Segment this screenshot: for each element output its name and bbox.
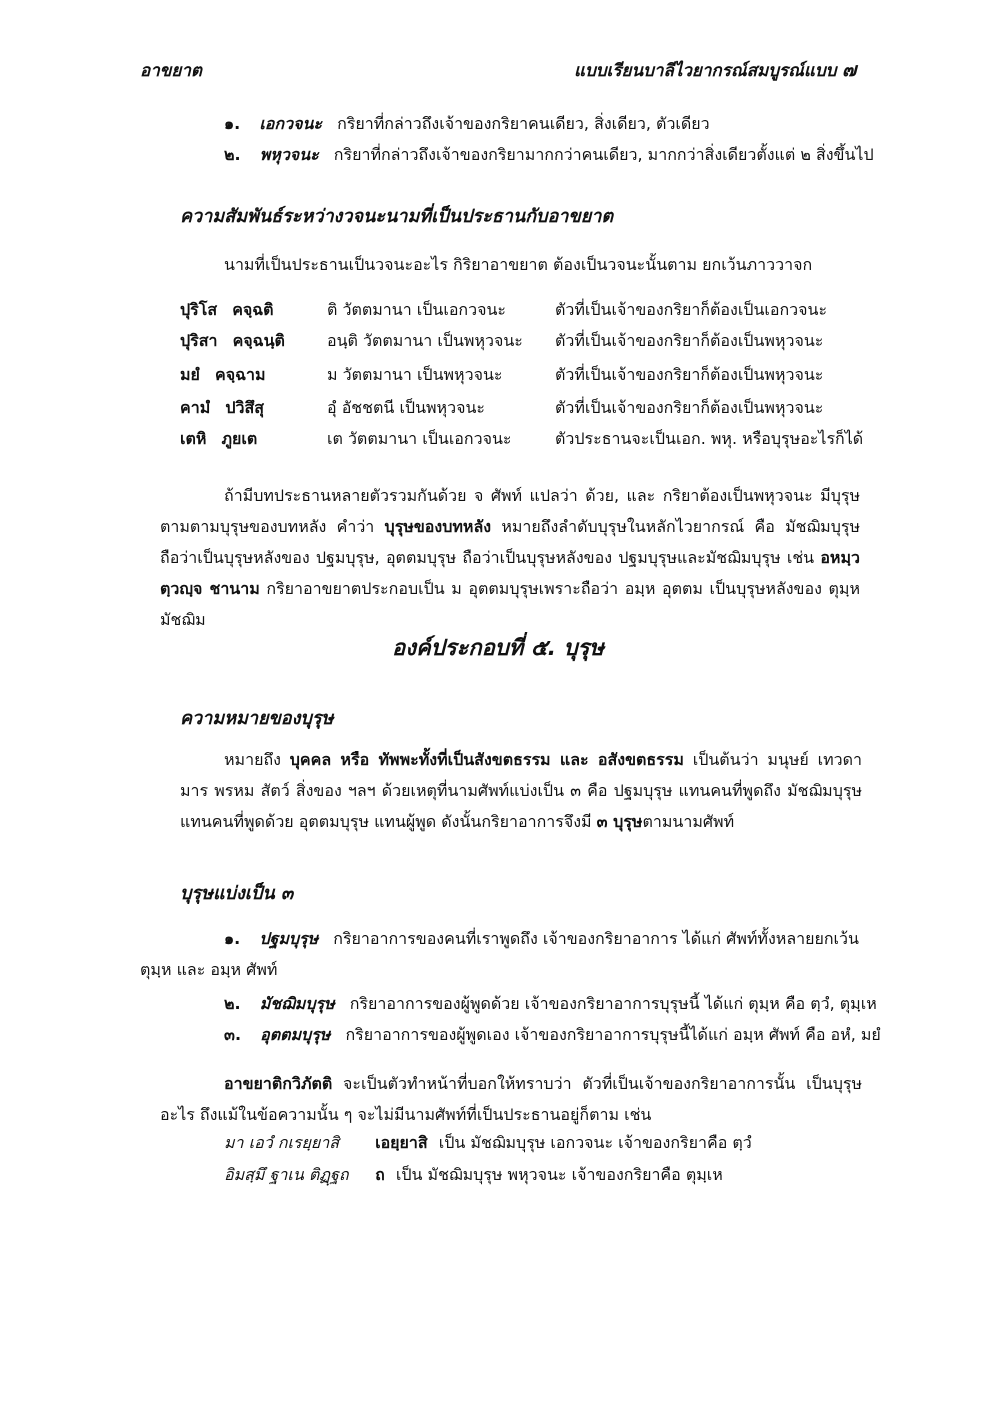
table-cell-subject: ปุริสา <box>180 331 218 350</box>
list-item <box>224 1020 881 1050</box>
part-heading: องค์ประกอบที่ ๕. บุรุษ <box>392 636 604 661</box>
list-item <box>224 924 859 954</box>
section-intro: นามที่เป็นประธานเป็นวจนะอะไร กิริยาอาขยาต ต้องเป็นวจนะนั้นตาม ยกเว้นภาววาจก <box>224 255 813 274</box>
example-line <box>224 1128 752 1158</box>
table-row <box>180 295 274 325</box>
table-cell-verb: ปวิสึสุ <box>225 398 264 417</box>
table-cell-note: ตัวที่เป็นเจ้าของกริยาก็ต้องเป็นเอกวจนะ <box>555 300 828 319</box>
example-line <box>224 1160 723 1190</box>
table-cell-ending: ม วัตตมานา เป็นพหุวจนะ <box>327 365 503 384</box>
paragraph-text: ถ้ามีบทประธานหลายตัวรวมกันด้วย จ ศัพท์ แปลว่า ด้วย, และ กริยาต้องเป็นพหุวจนะ มีบุรุษตามตามบุรุษของบทหลัง คำว่า <box>160 486 860 536</box>
table-row <box>180 424 257 454</box>
list-desc: กริยาที่กล่าวถึงเจ้าของกริยาคนเดียว, สิ่งเดียว, ตัวเดียว <box>337 114 710 133</box>
example-pali: อิมสฺมึ ฐาเน ติฏฺฐถ <box>224 1165 349 1184</box>
section-title: ความหมายของบุรุษ <box>180 708 334 729</box>
example-explanation: เป็น มัชฌิมบุรุษ เอกวจนะ เจ้าของกริยาคือ ตฺวํ <box>438 1133 752 1152</box>
list-item <box>224 140 874 170</box>
paragraph-text: หมายถึง <box>224 750 290 769</box>
body-paragraph <box>180 744 862 837</box>
list-desc: กริยาอาการของผู้พูดด้วย เจ้าของกริยาอาการบุรุษนี้ ได้แก่ ตุมฺห คือ ตฺวํ, ตุมฺเห <box>349 994 877 1013</box>
paragraph-text: หมายถึงลำดับบุรุษในหลักไวยากรณ์ คือ มัชฌิมบุรุษ ถือว่าเป็นบุรุษหลังของ ปฐมบุรุษ, อุตตมบุรุษ ถือว่าเป็นบุรุษหลังของ ปฐมบุรุษและมัชฌิมบุรุษ เช่น <box>160 517 860 567</box>
list-term: เอกวจนะ <box>259 114 322 133</box>
section-title: บุรุษแบ่งเป็น ๓ <box>180 883 294 904</box>
paragraph-text: จะเป็นตัวทำหน้าที่บอกให้ทราบว่า ตัวที่เป็นเจ้าของกริยาอาการนั้น เป็นบุรุษอะไร ถึงแม้ในข้อความนั้น ๆ จะไม่มีนามศัพท์ที่เป็นประธานอยู่ก็ตาม เช่น <box>160 1074 862 1124</box>
table-cell-note: ตัวที่เป็นเจ้าของกริยาก็ต้องเป็นพหุวจนะ <box>555 331 824 350</box>
table-cell-verb: คจฺฉติ <box>232 300 274 319</box>
table-row <box>180 326 285 356</box>
header-book-title: แบบเรียนบาลีไวยากรณ์สมบูรณ์แบบ <box>574 61 837 81</box>
list-term: ปฐมบุรุษ <box>259 929 319 948</box>
paragraph-bold-term: ๓ บุรุษ <box>596 812 643 831</box>
example-explanation: เป็น มัชฌิมบุรุษ พหุวจนะ เจ้าของกริยาคือ ตุมฺเห <box>395 1165 723 1184</box>
table-cell-subject: เตหิ <box>180 429 207 448</box>
list-term: อุตตมบุรุษ <box>260 1025 331 1044</box>
table-cell-ending: ติ วัตตมานา เป็นเอกวจนะ <box>327 300 506 319</box>
list-number: ๒. <box>224 994 241 1013</box>
list-desc: กริยาอาการของคนที่เราพูดถึง เจ้าของกริยาอาการ ได้แก่ ศัพท์ทั้งหลายยกเว้น <box>333 929 859 948</box>
table-cell-verb: คจฺฉนฺติ <box>232 331 285 350</box>
table-cell-verb: คจฺฉาม <box>215 365 266 384</box>
table-cell-ending: อนฺติ วัตตมานา เป็นพหุวจนะ <box>327 331 523 350</box>
page-number: ๗ <box>842 59 857 81</box>
table-row <box>180 360 266 390</box>
paragraph-bold-example: อหมฺว ตฺวญฺจ ชานาม <box>160 548 860 598</box>
table-cell-subject: มยํ <box>180 365 200 384</box>
table-cell-subject: คามํ <box>180 398 211 417</box>
list-number: ๓. <box>224 1025 242 1044</box>
example-pali: มา เอวํ กเรยฺยาสิ <box>224 1133 340 1152</box>
paragraph-text: กริยาอาขยาตประกอบเป็น ม อุตตมบุรุษเพราะถือว่า อมฺห อุตตม เป็นบุรุษหลังของ ตุมฺห มัชฌิม <box>160 579 861 629</box>
table-row <box>180 393 264 423</box>
paragraph-text: ตามนามศัพท์ <box>642 812 735 831</box>
body-paragraph <box>160 480 860 635</box>
table-cell-verb: ภูยเต <box>221 429 258 448</box>
table-cell-note: ตัวที่เป็นเจ้าของกริยาก็ต้องเป็นพหุวจนะ <box>555 398 824 417</box>
table-cell-ending: เต วัตตมานา เป็นเอกวจนะ <box>327 429 512 448</box>
table-cell-ending: อุํ อัชชตนี เป็นพหุวจนะ <box>327 398 485 417</box>
list-term: มัชฌิมบุรุษ <box>259 994 335 1013</box>
list-desc: กริยาที่กล่าวถึงเจ้าของกริยามากกว่าคนเดียว, มากกว่าสิ่งเดียวตั้งแต่ ๒ สิ่งขึ้นไป <box>333 145 874 164</box>
paragraph-bold-term: อาขยาติกวิภัตติ <box>224 1074 333 1093</box>
table-cell-note: ตัวประธานจะเป็นเอก. พหุ. หรือบุรุษอะไรก็ได้ <box>555 429 864 448</box>
table-cell-subject: ปุริโส <box>180 300 218 319</box>
list-term: พหุวจนะ <box>259 145 319 164</box>
header-left-title: อาขยาต <box>140 61 202 81</box>
list-number: ๑. <box>224 114 241 133</box>
example-ending: ถ <box>375 1165 385 1184</box>
list-item <box>224 109 710 139</box>
paragraph-bold-term: บุรุษของบทหลัง <box>384 517 492 536</box>
paragraph-bold-term: บุคคล หรือ ทัพพะทั้งที่เป็นสังขตธรรม และ อสังขตธรรม <box>289 750 684 769</box>
table-cell-note: ตัวที่เป็นเจ้าของกริยาก็ต้องเป็นพหุวจนะ <box>555 365 824 384</box>
list-number: ๑. <box>224 929 241 948</box>
paragraph-text: เป็นต้นว่า มนุษย์ เทวดา มาร พรหม สัตว์ สิ่งของ ฯลฯ ด้วยเหตุที่นามศัพท์แบ่งเป็น ๓ คือ ปฐมบุรุษ แทนคนที่พูดถึง มัชฌิมบุรุษ แทนคนที่พูดด้วย อุตตมบุรุษ แทนผู้พูด ดังนั้นกริยาอาการจึงมี <box>180 750 862 831</box>
list-number: ๒. <box>224 145 241 164</box>
list-desc: กริยาอาการของผู้พูดเอง เจ้าของกริยาอาการบุรุษนี้ได้แก่ อมฺห ศัพท์ คือ อหํ, มยํ <box>345 1025 881 1044</box>
section-title: ความสัมพันธ์ระหว่างวจนะนามที่เป็นประธานกับอาขยาต <box>180 206 614 227</box>
list-continuation: ตุมฺห และ อมฺห ศัพท์ <box>140 960 278 979</box>
example-ending: เอยฺยาสิ <box>375 1133 428 1152</box>
list-item <box>224 989 877 1019</box>
body-paragraph <box>160 1068 862 1130</box>
